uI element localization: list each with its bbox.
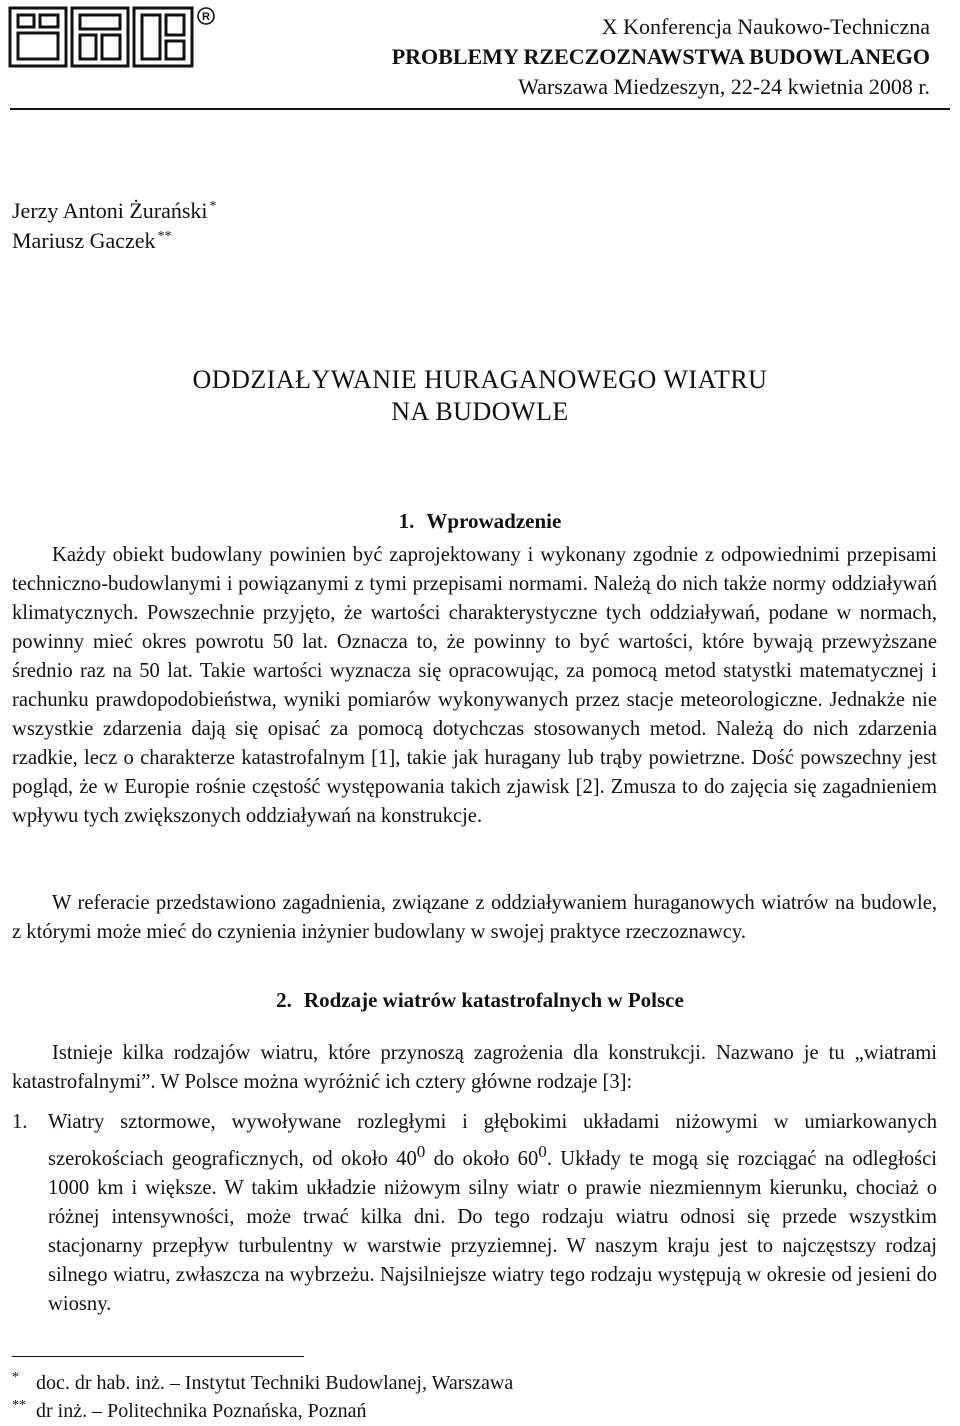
section-2-number: 2. [276,988,292,1012]
section-1-number: 1. [398,509,415,533]
list-item-number: 1. [12,1111,28,1133]
section-1-title: Wprowadzenie [426,509,562,533]
itb-logo [8,5,218,71]
section-1-paragraph-1: Każdy obiekt budowlany powinien być zaprojektowany i wykonany zgodnie z odpowiednimi przepisami techniczno-budowlanymi i powiązanymi z tymi przepisami normami. Należą do nich także normy oddziaływań klimatycznych. Powszechnie przyjęto, że wartości charakterystyczne tych oddziaływań, podane w normach, powinny mieć okres powrotu 50 lat. Oznacza to, że powinny to być wartości, które bywają przewyższane średnio raz na 50 lat. Takie wartości wyznacza się opracowując, za pomocą metod statystki matematycznej i rachunku prawdopodobieństwa, wyniki pomiarów wykonywanych przez stacje meteorologiczne. Jednakże nie wszystkie zdarzenia dają się opisać za pomocą dotychczas stosowanych metod. Należą do nich zdarzenia rzadkie, lecz o charakterze katastrofalnym [1], takie jak huragany lub trąby powietrzne. Dość powszechny jest pogląd, że w Europie rośnie częstość występowania takich zjawisk [2]. Zmusza to do zajęcia się zagadnieniem wpływu tych zwiększonych oddziaływań na konstrukcje. [12,544,937,827]
author-1 [12,197,217,225]
conference-subject: PROBLEMY RZECZOZNAWSTWA BUDOWLANEGO [391,44,930,69]
section-2-paragraph-1: Istnieje kilka rodzajów wiatru, które przynoszą zagrożenia dla konstrukcji. Nazwano je tu „wiatrami katastrofalnymi”. W Polsce można wyróżnić ich cztery główne rodzaje [3]: [12,1042,937,1093]
footnote-1: * doc. dr hab. inż. – Instytut Techniki Budowlanej, Warszawa [12,1370,514,1394]
list-item-text-c: . Układy te mogą się rozciągać na odległości 1000 km i większe. W takim układzie niżowym silny wiatr o prawie niezmiennym kierunku, chociaż o różnej intensywności, może trwać kilka dni. Do tego rodzaju wiatru odnosi się przede wszystkim stacjonarny przepływ turbulentny w warstwie przyziemnej. W naszym kraju jest to najczęstszy rodzaj silnego wiatru, zwłaszcza na wybrzeżu. Najsilniejsze wiatry tego rodzaju występują w okresie od jesieni do wiosny. [48,1147,937,1315]
section-2-title: Rodzaje wiatrów katastrofalnych w Polsce [303,988,684,1012]
footnote-rule [12,1356,304,1357]
paper-title-line-1: ODDZIAŁYWANIE HURAGANOWEGO WIATRU [192,365,768,394]
section-2-heading [0,986,960,1014]
paper-title-line-2: NA BUDOWLE [391,397,569,426]
svg-text:R: R [202,11,210,23]
conference-name: X Konferencja Naukowo-Techniczna [601,14,930,39]
list-item-text-b: do około 60 [425,1147,539,1170]
degree-sup-b: 0 [538,1142,547,1161]
header-rule [10,108,950,110]
footnote-2: ** dr inż. – Politechnika Poznańska, Poznań [12,1398,367,1422]
footnote-2-text: dr inż. – Politechnika Poznańska, Poznań [36,1400,367,1422]
author-2-mark: ** [157,228,172,244]
author-2-name: Mariusz Gaczek [12,228,156,253]
list-item [12,1108,937,1319]
degree-sup-a: 0 [416,1142,426,1161]
author-1-mark: * [209,198,217,214]
list-item-text-a: Wiatry sztormowe, wywoływane rozległymi i głębokimi układami niżowymi w umiarkowanych szerokościach geograficznych, od około 40 [48,1111,937,1170]
footnote-1-text: doc. dr hab. inż. – Instytut Techniki Budowlanej, Warszawa [36,1372,514,1394]
section-1-paragraph-2: W referacie przedstawiono zagadnienia, związane z oddziaływaniem huraganowych wiatrów na budowle, z którymi może mieć do czynienia inżynier budowlany w swojej praktyce rzeczoznawcy. [12,892,937,943]
author-1-name: Jerzy Antoni Żurański [12,198,208,223]
conference-place-date: Warszawa Miedzeszyn, 22-24 kwietnia 2008 r. [518,74,930,99]
section-1-heading [0,507,960,535]
author-2 [12,227,172,255]
